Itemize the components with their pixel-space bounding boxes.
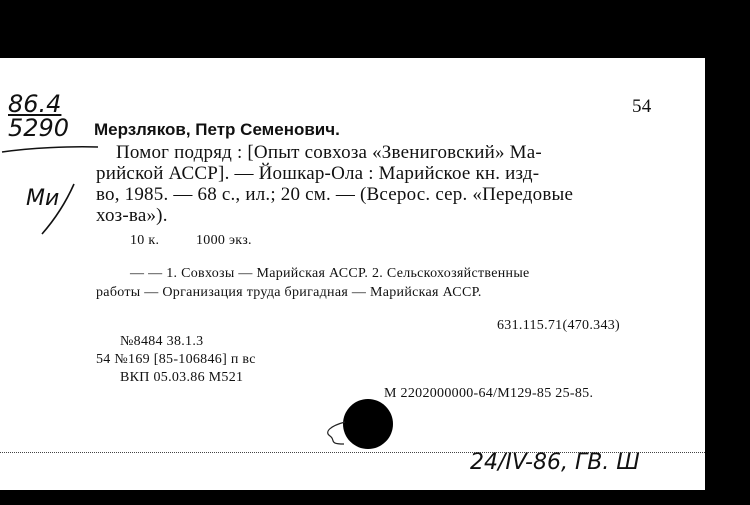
handwritten-shelf-number xyxy=(8,92,69,140)
catalog-code: М 2202000000-64/М129-85 25-85. xyxy=(384,386,594,401)
handwritten-date-note: 24/IV-86, ГВ. Ш xyxy=(470,450,640,475)
ink-scribble xyxy=(320,418,350,448)
record-line-3: ВКП 05.03.86 М521 xyxy=(120,370,244,385)
ink-blot xyxy=(343,399,393,449)
shelf-code-top: 86.4 xyxy=(8,90,62,118)
title-line-3: во, 1985. — 68 с., ил.; 20 см. — (Всерос. сер. «Передовые xyxy=(96,184,574,205)
price: 10 к. xyxy=(130,233,160,248)
initials-slash-stroke xyxy=(38,182,78,238)
page-number: 54 xyxy=(632,96,652,117)
record-line-1: №8484 38.1.3 xyxy=(120,334,204,349)
title-line-2: рийской АССР]. — Йошкар-Ола : Марийское кн. изд- xyxy=(96,163,540,184)
shelf-code-bottom: 5290 xyxy=(8,114,70,142)
title-line-4: хоз-ва»). xyxy=(96,205,168,226)
subject-line-2: работы — Организация труда бригадная — Марийская АССР. xyxy=(96,285,482,300)
author-name: Мерзляков, Петр Семенович. xyxy=(94,120,340,139)
copies: 1000 экз. xyxy=(196,233,252,248)
catalog-card xyxy=(0,58,705,490)
shelf-underline-stroke xyxy=(0,144,100,156)
title-line-1: Помог подряд : [Опыт совхоза «Звениговский» Ма- xyxy=(116,142,542,163)
record-line-2: 54 №169 [85-106846] п вс xyxy=(96,352,256,367)
handwritten-initials: Ми xyxy=(26,186,60,211)
classification-code: 631.115.71(470.343) xyxy=(497,318,621,333)
subject-line-1: — — 1. Совхозы — Марийская АССР. 2. Сельскохозяйственные xyxy=(130,266,530,281)
